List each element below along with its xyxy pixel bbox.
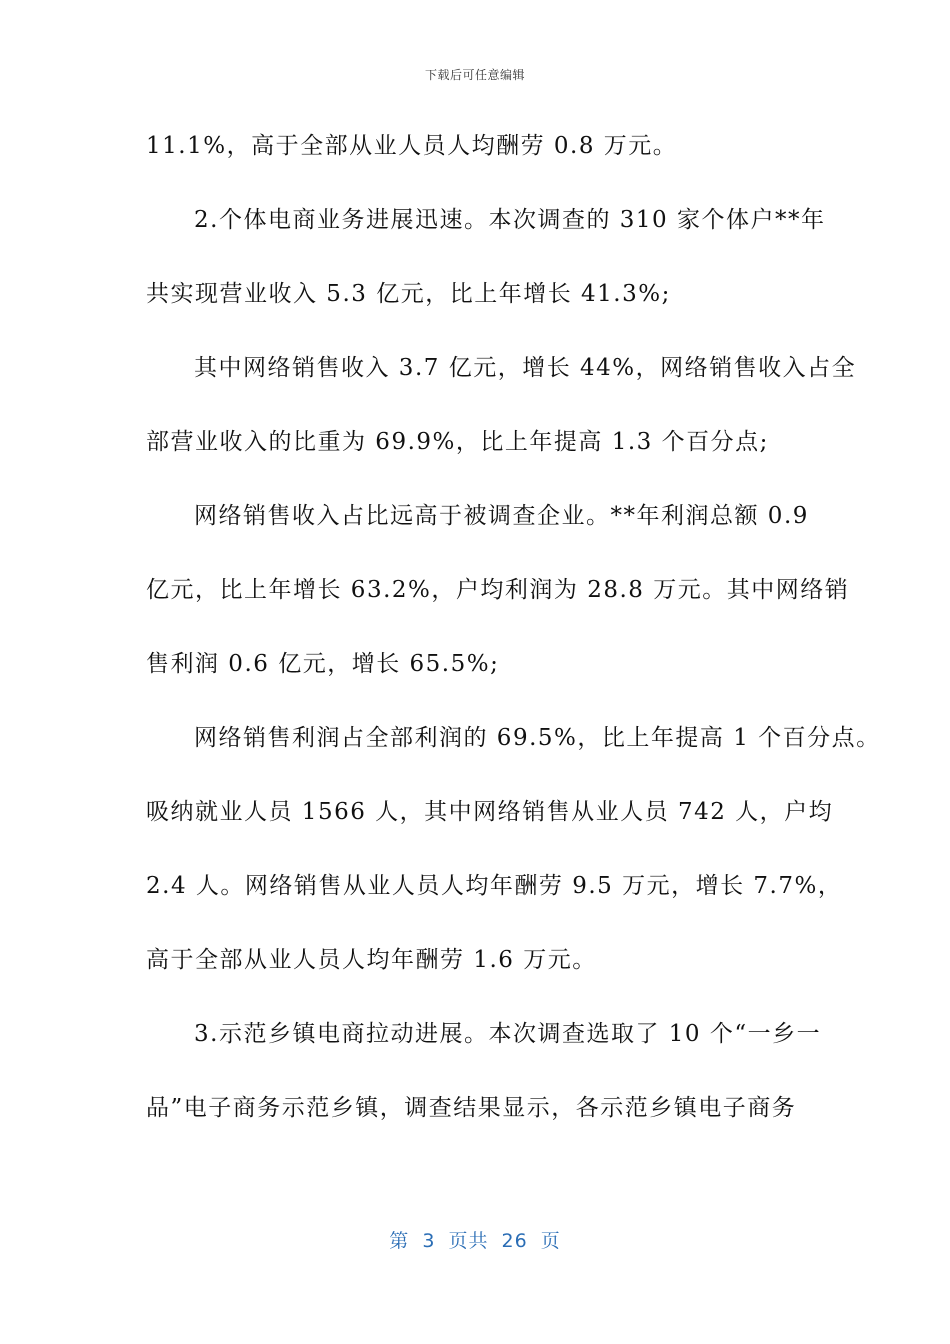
page-footer-page-number: 第 3 页共 26 页 bbox=[389, 1230, 561, 1252]
paragraph-line: 售利润 0.6 亿元，增长 65.5%; bbox=[146, 651, 500, 677]
paragraph-line: 其中网络销售收入 3.7 亿元，增长 44%，网络销售收入占全 bbox=[194, 355, 857, 381]
document-body bbox=[146, 128, 881, 1164]
paragraph-line: 网络销售利润占全部利润的 69.5%，比上年提高 1 个百分点。 bbox=[194, 725, 881, 751]
paragraph-line: 网络销售收入占比远高于被调查企业。**年利润总额 0.9 bbox=[194, 503, 809, 529]
paragraph-line: 2.4 人。网络销售从业人员人均年酬劳 9.5 万元，增长 7.7%， bbox=[146, 873, 843, 899]
paragraph-line: 部营业收入的比重为 69.9%，比上年提高 1.3 个百分点; bbox=[146, 429, 769, 455]
paragraph-line: 吸纳就业人员 1566 人，其中网络销售从业人员 742 人，户均 bbox=[146, 799, 834, 825]
paragraph-line: 亿元，比上年增长 63.2%，户均利润为 28.8 万元。其中网络销 bbox=[146, 577, 850, 603]
paragraph-line: 共实现营业收入 5.3 亿元，比上年增长 41.3%; bbox=[146, 281, 671, 307]
paragraph-line: 3.示范乡镇电商拉动进展。本次调查选取了 10 个“一乡一 bbox=[194, 1021, 822, 1047]
paragraph-line: 品”电子商务示范乡镇，调查结果显示，各示范乡镇电子商务 bbox=[146, 1095, 797, 1121]
paragraph-line: 2.个体电商业务进展迅速。本次调查的 310 家个体户**年 bbox=[194, 207, 826, 233]
page-header: 下载后可任意编辑 bbox=[424, 68, 525, 82]
paragraph-line: 高于全部从业人员人均年酬劳 1.6 万元。 bbox=[146, 947, 597, 973]
paragraph-line: 11.1%，高于全部从业人员人均酬劳 0.8 万元。 bbox=[146, 133, 678, 159]
